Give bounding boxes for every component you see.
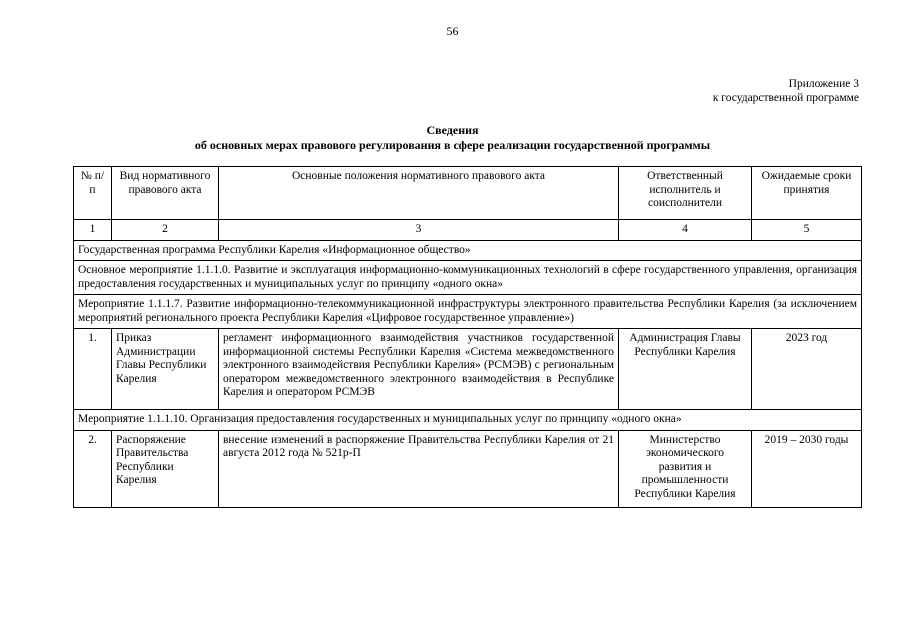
act-provisions: внесение изменений в распоряжение Правительства Республики Карелия от 21 августа 2012 года № 521р-П xyxy=(219,430,619,507)
header-terms: Ожидаемые сроки принятия xyxy=(752,167,862,220)
header-provisions: Основные положения нормативного правового акта xyxy=(219,167,619,220)
measures-table xyxy=(73,166,862,508)
program-title: Государственная программа Республики Карелия «Информационное общество» xyxy=(74,240,862,261)
act-provisions: регламент информационного взаимодействия участников государственной информационной системы Республики Карелия «Система межведомственного электронного взаимодействия Республики Карелия» (РСМЭВ) с региональным оператором межведомственного электронного взаимодействия в Республике Карелия и оператором РСМЭВ xyxy=(219,329,619,410)
row-number: 2. xyxy=(74,430,112,507)
appendix-line-2: к государственной программе xyxy=(712,91,859,104)
row-number: 1. xyxy=(74,329,112,410)
measure-row xyxy=(74,295,862,329)
measure-title: Мероприятие 1.1.1.7. Развитие информационно-телекоммуникационной инфраструктуры электронного правительства Республики Карелия (за исключением мероприятий регионального проекта Республики Карелия «Цифровое государственное управление») xyxy=(74,295,862,329)
column-number: 1 xyxy=(74,220,112,241)
act-responsible: Администрация Главы Республики Карелия xyxy=(619,329,752,410)
act-terms: 2019 – 2030 годы xyxy=(752,430,862,507)
main-measure-row xyxy=(74,261,862,295)
column-number: 4 xyxy=(619,220,752,241)
title-line-1: Сведения xyxy=(426,123,479,137)
program-row xyxy=(74,240,862,261)
column-number: 5 xyxy=(752,220,862,241)
act-terms: 2023 год xyxy=(752,329,862,410)
act-type: Распоряжение Правительства Республики Карелия xyxy=(112,430,219,507)
measure-title: Мероприятие 1.1.1.10. Организация предоставления государственных и муниципальных услуг по принципу «одного окна» xyxy=(74,410,862,431)
header-responsible: Ответственный исполнитель и соисполнители xyxy=(619,167,752,220)
column-number: 2 xyxy=(112,220,219,241)
header-num: № п/п xyxy=(74,167,112,220)
appendix-line-1: Приложение 3 xyxy=(788,78,859,90)
table-row xyxy=(74,430,862,507)
document-title xyxy=(0,123,905,153)
column-numbers-row xyxy=(74,220,862,241)
appendix-label xyxy=(713,78,859,105)
title-line-2: об основных мерах правового регулирования в сфере реализации государственной программы xyxy=(194,138,711,152)
main-measure-title: Основное мероприятие 1.1.1.0. Развитие и эксплуатация информационно-коммуникационных технологий в сфере государственного управления, организация предоставления государственных и муниципальных услуг по принципу «одного окна» xyxy=(74,261,862,295)
act-responsible: Министерство экономического развития и промышленности Республики Карелия xyxy=(619,430,752,507)
act-type: Приказ Администрации Главы Республики Карелия xyxy=(112,329,219,410)
table-row xyxy=(74,329,862,410)
header-type: Вид нормативного правового акта xyxy=(112,167,219,220)
column-number: 3 xyxy=(219,220,619,241)
measure-row xyxy=(74,410,862,431)
table-header-row xyxy=(74,167,862,220)
page-number: 56 xyxy=(446,24,459,38)
